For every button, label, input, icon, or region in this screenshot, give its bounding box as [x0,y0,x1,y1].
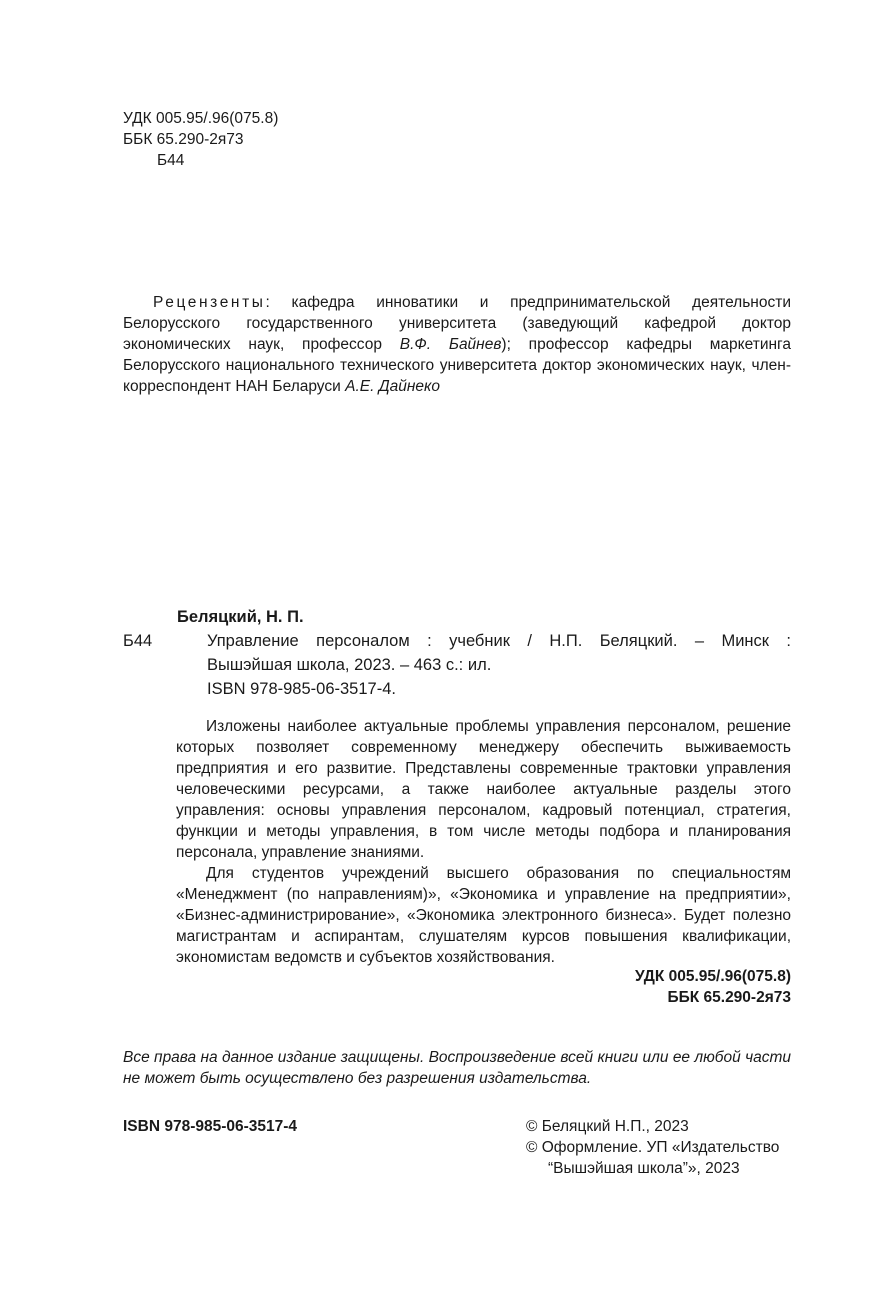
catalog-isbn: ISBN 978-985-06-3517-4. [207,680,396,698]
bottom-bbk-code: ББК 65.290-2я73 [667,989,791,1006]
author-mark: Б44 [157,152,185,169]
copyright-line-3: “Вышэйшая школа”», 2023 [548,1160,740,1177]
copyright-line-2: © Оформление. УП «Издательство [526,1139,780,1156]
catalog-code: Б44 [123,632,153,650]
reviewers-text-part2: ); профессор кафедры маркетинга Белорусского национального технического университета доктор экономических наук, член-корреспондент НАН Беларуси [123,336,791,395]
udk-code: УДК 005.95/.96(075.8) [123,110,279,127]
rights-text: Все права на данное издание защищены. Воспроизведение всей книги или ее любой части не может быть осуществлено без разрешения издательства. [123,1049,791,1087]
catalog-title-line1: Управление персоналом : учебник / Н.П. Беляцкий. – Минск : [207,632,791,650]
catalog-entry [123,629,791,677]
catalog-description [207,629,791,677]
annotation-paragraph-1: Изложены наиболее актуальные проблемы управления персоналом, решение которых позволяет современному менеджеру обеспечить выживаемость предприятия и его развитие. Представлены современные трактовки управления человеческими ресурсами, а также наиболее актуальные разделы этого управления: основы управления персоналом, кадровый потенциал, стратегия, функции и методы управления, в том числе методы подбора и планирования персонала, управление знаниями. [176,718,791,861]
reviewers-section [123,292,791,397]
annotation-section [176,716,791,968]
reviewer-name-1: В.Ф. Байнев [399,336,502,353]
bottom-udk-code: УДК 005.95/.96(075.8) [634,968,791,985]
reviewers-colon: : [265,294,270,311]
rights-notice [123,1047,791,1089]
catalog-title-line2: Вышэйшая школа, 2023. – 463 с.: ил. [207,656,492,674]
catalog-card [123,605,791,701]
catalog-author: Беляцкий, Н. П. [177,608,304,626]
reviewers-text-part1: кафедра инноватики и предпринимательской деятельности Белорусского государственного университета (заведующий кафедрой доктор экономических наук, профессор [123,294,791,353]
copyright-line-1: © Беляцкий Н.П., 2023 [526,1118,689,1135]
reviewers-label: Рецензенты [153,294,266,311]
bottom-classification-codes [400,966,791,1008]
reviewers-paragraph [123,292,791,397]
reviewer-name-2: А.Е. Дайнеко [345,378,440,395]
annotation-paragraph-2: Для студентов учреждений высшего образования по специальностям «Менеджмент (по направлениям)», «Экономика и управление на предприятии», «Бизнес-администрирование», «Экономика электронного бизнеса». Будет полезно магистрантам и аспирантам, слушателям курсов повышения квалификации, экономистам ведомств и субъектов хозяйствования. [176,865,791,966]
top-classification-codes [123,108,423,171]
copyright-section [526,1116,806,1179]
isbn-bottom: ISBN 978-985-06-3517-4 [123,1118,298,1135]
bbk-code: ББК 65.290-2я73 [123,131,244,148]
